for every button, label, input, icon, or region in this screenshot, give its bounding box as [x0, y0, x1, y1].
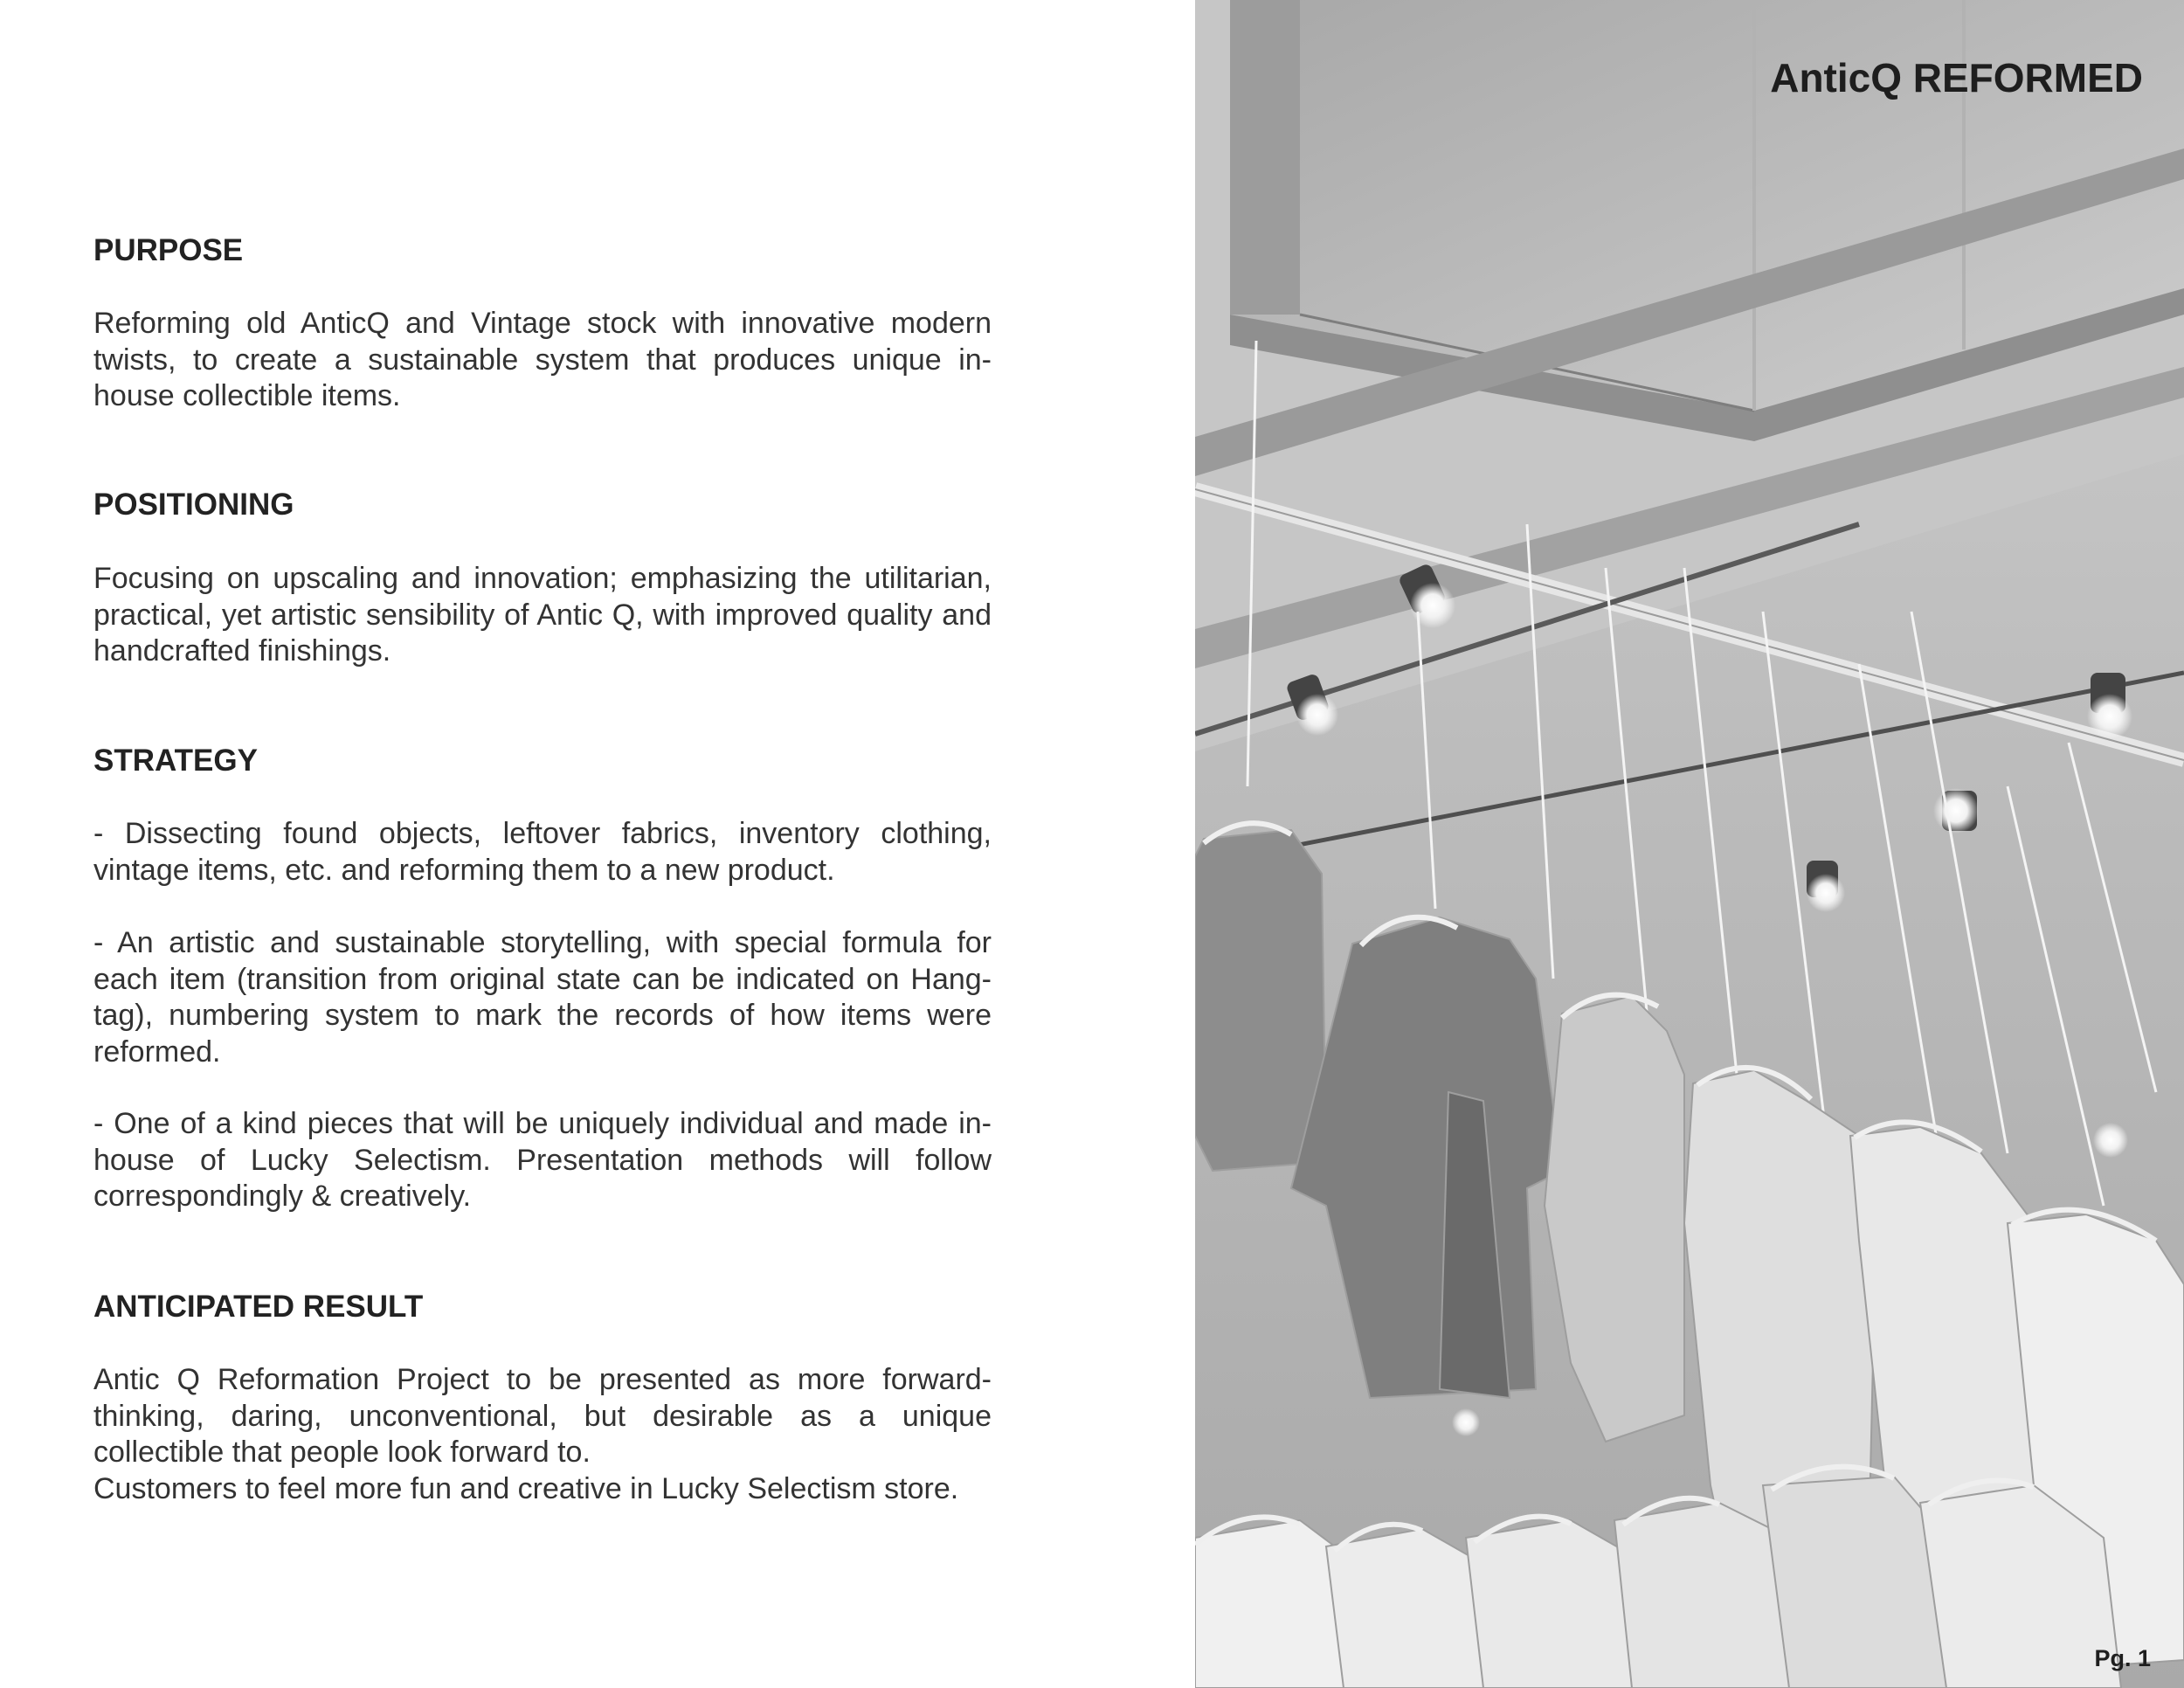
strategy-paragraph: - Dissecting found objects, leftover fabrics, inventory clothing, vintage items, etc. and reforming them to a new product. — [93, 817, 992, 887]
strategy-paragraph: - An artistic and sustainable storytelling, with special formula for each item (transition from original state can be indicated on Hang-tag), numbering system to mark the records of how items were reformed. — [93, 926, 992, 1069]
positioning-heading: POSITIONING — [93, 488, 294, 522]
result-paragraph: Customers to feel more fun and creative in Lucky Selectism store. — [93, 1472, 959, 1505]
page-number: Pg. 1 — [2094, 1645, 2151, 1671]
result-paragraph: Antic Q Reformation Project to be presented as more forward-thinking, daring, unconventional, but desirable as a unique collectible that people look forward to. — [93, 1363, 992, 1469]
result-heading: ANTICIPATED RESULT — [93, 1290, 424, 1324]
purpose-heading: PURPOSE — [93, 233, 244, 267]
purpose-paragraph: Reforming old AnticQ and Vintage stock with innovative modern twists, to create a sustainable system that produces unique in-house collectible items. — [93, 307, 992, 412]
positioning-paragraph: Focusing on upscaling and innovation; emphasizing the utilitarian, practical, yet artistic sensibility of Antic Q, with improved quality and handcrafted finishings. — [93, 562, 992, 668]
strategy-heading: STRATEGY — [93, 744, 258, 778]
hanging-garments-illustration — [1195, 0, 2184, 1688]
page-title: AnticQ REFORMED — [1770, 55, 2143, 100]
strategy-paragraph: - One of a kind pieces that will be uniquely individual and made in-house of Lucky Selectism. Presentation methods will follow correspondingly & creatively. — [93, 1107, 992, 1213]
store-photo — [1195, 0, 2184, 1688]
